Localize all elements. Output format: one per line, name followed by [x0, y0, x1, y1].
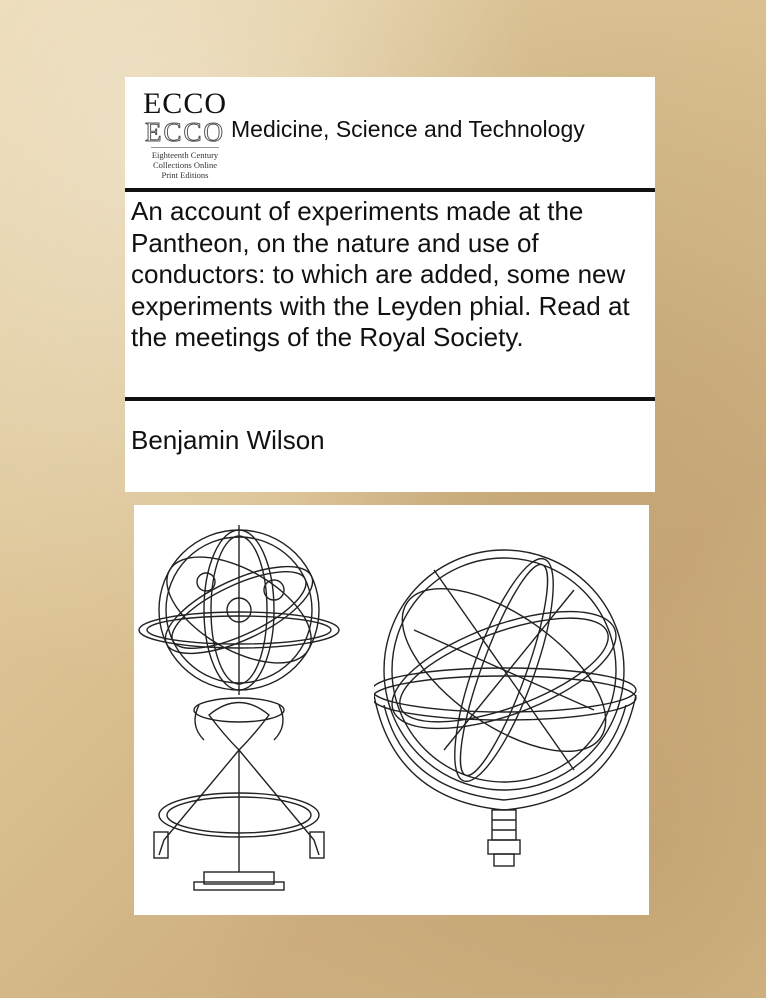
illustration-panel — [134, 505, 649, 915]
series-title: Medicine, Science and Technology — [231, 116, 585, 142]
logo-caption-2: Collections Online — [153, 160, 217, 170]
armillary-sphere-on-stand — [134, 510, 374, 910]
logo-caption-1: Eighteenth Century — [151, 150, 219, 160]
armillary-sphere-in-hemisphere — [374, 510, 644, 910]
book-title: An account of experiments made at the Pantheon, on the nature and use of conductors: to which are added, some new experiments with the Leyden phial. Read at the meetings of the Royal Society. — [131, 196, 630, 352]
bottom-rule — [125, 397, 655, 401]
logo-letters: ECCO — [142, 87, 227, 120]
logo-letters-outline: ECCO — [144, 117, 225, 147]
logo-caption-3: Print Editions — [161, 170, 209, 180]
author-name: Benjamin Wilson — [131, 425, 325, 455]
logo-divider — [151, 147, 219, 148]
cover-label-panel — [125, 77, 655, 492]
top-rule — [125, 188, 655, 192]
ecco-logo — [135, 89, 235, 189]
